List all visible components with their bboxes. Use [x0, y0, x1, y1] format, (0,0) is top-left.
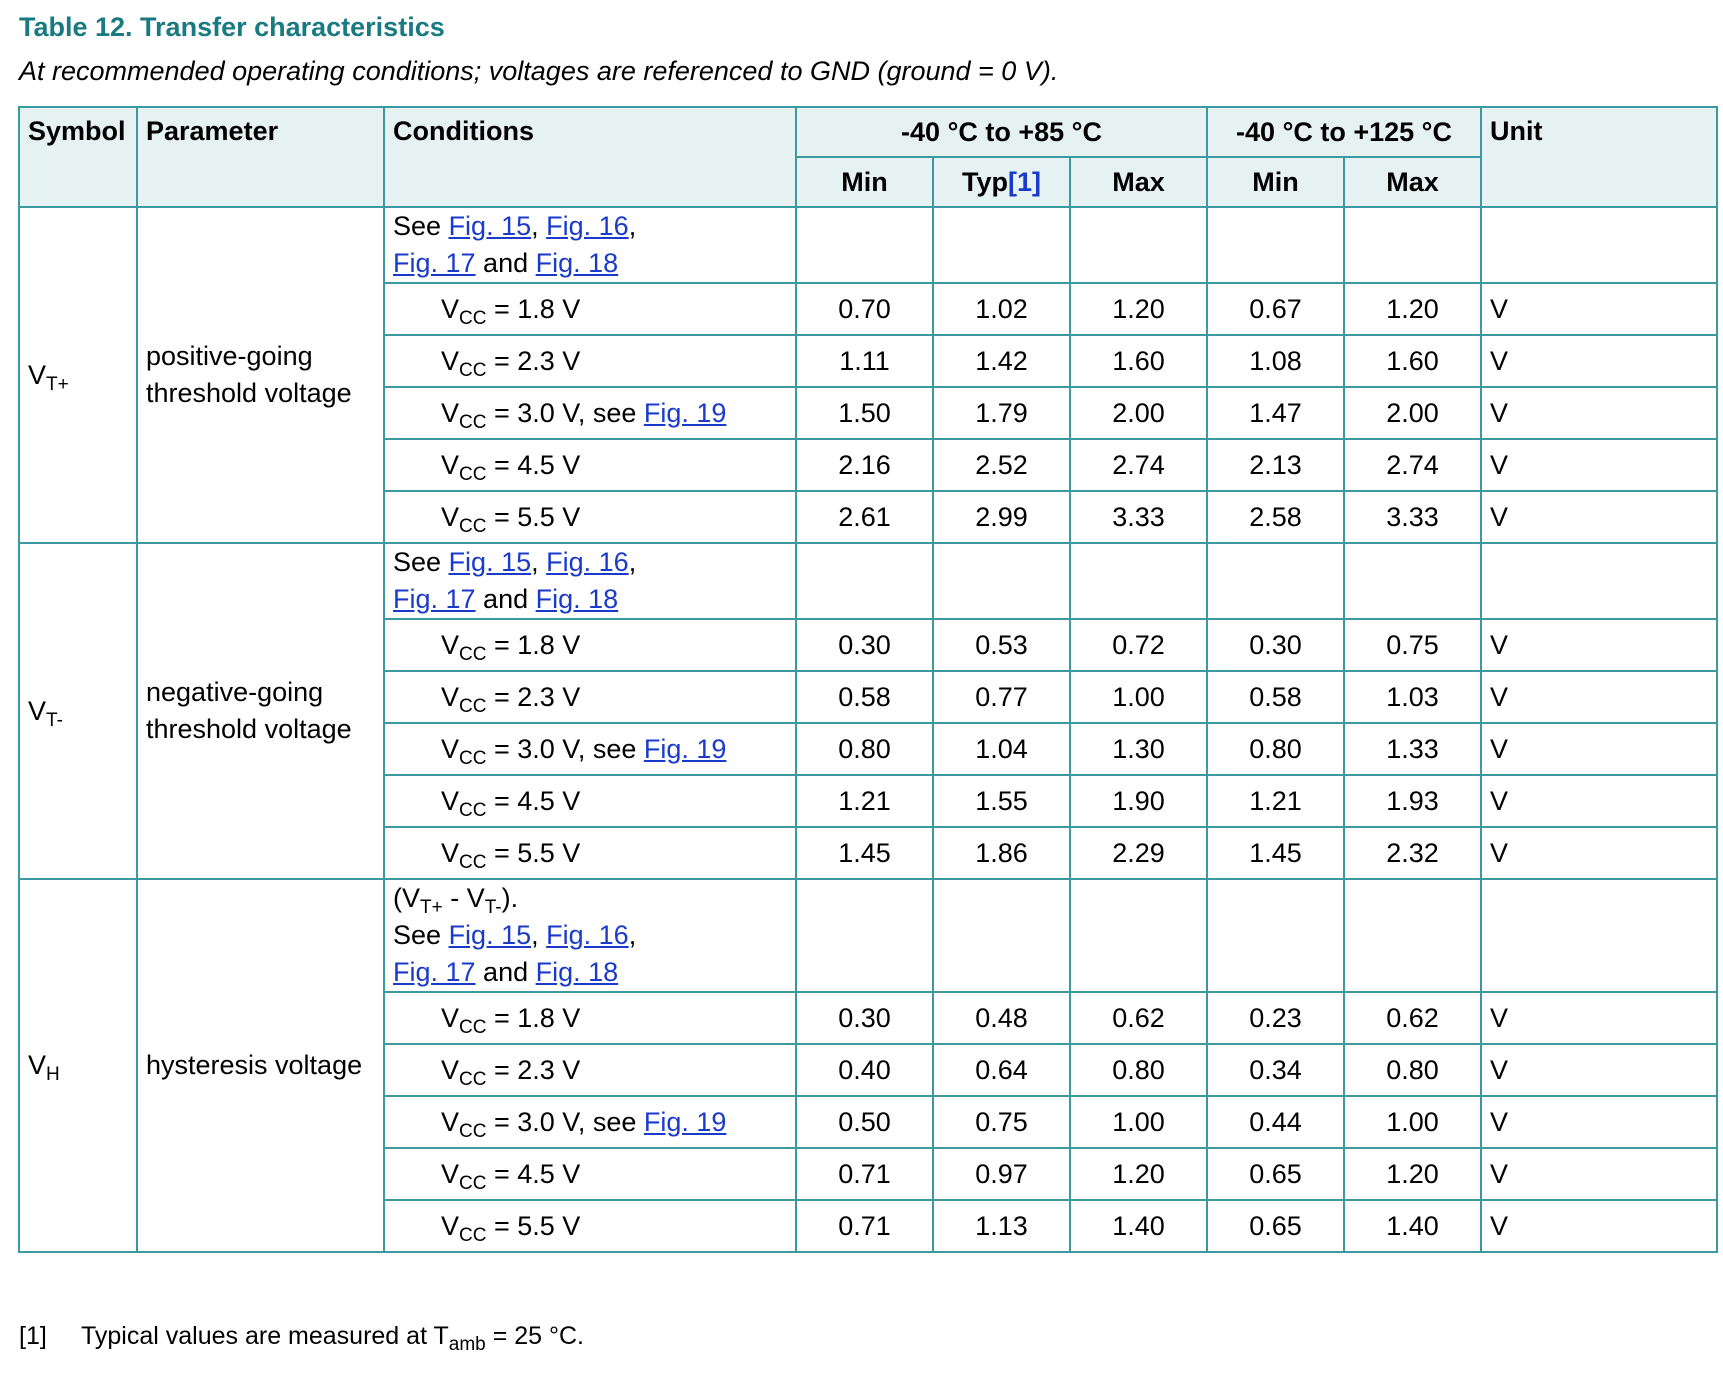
typ-cell: 1.79 — [933, 387, 1070, 439]
vcc-value: = 1.8 V — [493, 293, 581, 324]
header-max-125: Max — [1344, 157, 1481, 207]
vcc-subscript: CC — [459, 1120, 487, 1142]
min-125-cell: 0.23 — [1207, 992, 1344, 1044]
footnote-text-post: = 25 °C. — [485, 1322, 584, 1350]
header-typ-label: Typ — [962, 166, 1008, 197]
cond-prefix-open: (V — [393, 883, 420, 913]
min-85-cell: 1.11 — [796, 335, 933, 387]
max-125-cell: 1.33 — [1344, 723, 1481, 775]
vcc-subscript: CC — [459, 1016, 487, 1038]
see-label: , see — [577, 733, 644, 764]
vcc-symbol: V — [441, 1106, 460, 1137]
vcc-condition-cell — [384, 723, 796, 775]
max-85-cell: 0.80 — [1070, 1044, 1207, 1096]
vcc-subscript: CC — [459, 1172, 487, 1194]
empty-cell — [933, 543, 1070, 619]
typ-cell: 1.04 — [933, 723, 1070, 775]
symbol-cell — [19, 207, 137, 543]
header-parameter: Parameter — [137, 107, 384, 207]
max-85-cell: 1.40 — [1070, 1200, 1207, 1252]
vcc-condition-cell — [384, 1044, 796, 1096]
empty-cell — [1481, 879, 1717, 992]
conditions-cell — [384, 543, 796, 619]
vcc-symbol: V — [441, 681, 460, 712]
unit-cell: V — [1481, 671, 1717, 723]
empty-cell — [1344, 543, 1481, 619]
typ-cell: 1.02 — [933, 283, 1070, 335]
fig-18-link[interactable]: Fig. 18 — [535, 584, 619, 614]
min-85-cell: 0.30 — [796, 992, 933, 1044]
max-85-cell: 1.00 — [1070, 671, 1207, 723]
vcc-condition-cell — [384, 619, 796, 671]
symbol-main: V — [28, 359, 47, 390]
max-125-cell: 2.00 — [1344, 387, 1481, 439]
empty-cell — [796, 879, 933, 992]
fig-18-link[interactable]: Fig. 18 — [535, 248, 619, 278]
transfer-characteristics-table — [18, 106, 1718, 1253]
header-typ — [933, 157, 1070, 207]
header-range-85: -40 °C to +85 °C — [796, 107, 1207, 157]
fig-15-link[interactable]: Fig. 15 — [448, 920, 532, 950]
vcc-condition-cell — [384, 1148, 796, 1200]
min-85-cell: 0.40 — [796, 1044, 933, 1096]
fig-18-link[interactable]: Fig. 18 — [535, 957, 619, 987]
unit-cell: V — [1481, 1044, 1717, 1096]
vcc-symbol: V — [441, 629, 460, 660]
max-125-cell: 1.20 — [1344, 1148, 1481, 1200]
footnote-marker: [1] — [19, 1322, 47, 1350]
unit-cell: V — [1481, 775, 1717, 827]
max-125-cell: 1.20 — [1344, 283, 1481, 335]
vcc-value: = 4.5 V — [493, 785, 581, 816]
footnote-ref-link[interactable]: [1] — [1008, 166, 1041, 197]
min-85-cell: 2.16 — [796, 439, 933, 491]
comma: , — [628, 920, 637, 950]
vcc-value: = 2.3 V — [493, 1054, 581, 1085]
symbol-subscript: H — [46, 1064, 60, 1085]
unit-cell: V — [1481, 827, 1717, 879]
max-85-cell: 2.29 — [1070, 827, 1207, 879]
empty-cell — [1344, 879, 1481, 992]
min-85-cell: 1.45 — [796, 827, 933, 879]
max-85-cell: 1.30 — [1070, 723, 1207, 775]
vcc-subscript: CC — [459, 359, 487, 381]
empty-cell — [1207, 543, 1344, 619]
vcc-symbol: V — [441, 397, 460, 428]
min-125-cell: 0.80 — [1207, 723, 1344, 775]
parameter-cell: positive-going threshold voltage — [137, 207, 384, 543]
unit-cell: V — [1481, 283, 1717, 335]
typ-cell: 2.99 — [933, 491, 1070, 543]
min-85-cell: 0.71 — [796, 1148, 933, 1200]
max-85-cell: 2.74 — [1070, 439, 1207, 491]
empty-cell — [933, 207, 1070, 283]
vcc-subscript: CC — [459, 799, 487, 821]
cond-prefix-close: ). — [501, 883, 519, 913]
see-label: See — [393, 920, 442, 950]
group-header-row — [19, 879, 1717, 992]
vcc-symbol: V — [441, 1158, 460, 1189]
vcc-subscript: CC — [459, 643, 487, 665]
vcc-condition-cell — [384, 775, 796, 827]
group-header-row — [19, 207, 1717, 283]
min-125-cell: 0.34 — [1207, 1044, 1344, 1096]
max-125-cell: 1.00 — [1344, 1096, 1481, 1148]
vcc-condition-cell — [384, 283, 796, 335]
symbol-cell — [19, 879, 137, 1252]
table-subtitle: At recommended operating conditions; voltages are referenced to GND (ground = 0 V). — [19, 56, 1059, 86]
unit-cell: V — [1481, 1200, 1717, 1252]
min-85-cell: 0.80 — [796, 723, 933, 775]
vcc-subscript: CC — [459, 1068, 487, 1090]
max-125-cell: 0.80 — [1344, 1044, 1481, 1096]
vcc-value: = 2.3 V — [493, 345, 581, 376]
max-125-cell: 0.75 — [1344, 619, 1481, 671]
vcc-symbol: V — [441, 1002, 460, 1033]
min-125-cell: 2.58 — [1207, 491, 1344, 543]
conditions-cell — [384, 207, 796, 283]
min-125-cell: 0.58 — [1207, 671, 1344, 723]
vcc-value: = 4.5 V — [493, 1158, 581, 1189]
unit-cell: V — [1481, 491, 1717, 543]
empty-cell — [1481, 207, 1717, 283]
see-label: See — [393, 211, 442, 241]
vcc-value: = 3.0 V — [493, 397, 578, 428]
comma: , — [531, 211, 539, 241]
vcc-symbol: V — [441, 733, 460, 764]
fig-19-link[interactable]: Fig. 19 — [643, 733, 727, 764]
max-85-cell: 0.72 — [1070, 619, 1207, 671]
max-125-cell: 3.33 — [1344, 491, 1481, 543]
vcc-condition-cell — [384, 491, 796, 543]
vcc-symbol: V — [441, 1054, 460, 1085]
vcc-condition-cell — [384, 992, 796, 1044]
vcc-condition-cell — [384, 1096, 796, 1148]
comma: , — [628, 211, 637, 241]
vcc-subscript: CC — [459, 463, 487, 485]
footnote — [19, 1322, 584, 1355]
max-125-cell: 1.40 — [1344, 1200, 1481, 1252]
empty-cell — [1207, 207, 1344, 283]
min-125-cell: 1.47 — [1207, 387, 1344, 439]
vcc-value: = 4.5 V — [493, 449, 581, 480]
symbol-cell — [19, 543, 137, 879]
fig-17-link[interactable]: Fig. 17 — [393, 957, 476, 987]
max-125-cell: 1.03 — [1344, 671, 1481, 723]
footnote-text-sub: amb — [448, 1334, 486, 1355]
max-85-cell: 1.00 — [1070, 1096, 1207, 1148]
symbol-subscript: T- — [46, 709, 63, 731]
see-label: , see — [577, 1106, 644, 1137]
vcc-subscript: CC — [459, 1224, 487, 1246]
typ-cell: 0.77 — [933, 671, 1070, 723]
vcc-symbol: V — [441, 449, 460, 480]
group-header-row — [19, 543, 1717, 619]
vcc-subscript: CC — [459, 851, 487, 873]
unit-cell: V — [1481, 992, 1717, 1044]
min-125-cell: 0.67 — [1207, 283, 1344, 335]
typ-cell: 0.75 — [933, 1096, 1070, 1148]
typ-cell: 1.42 — [933, 335, 1070, 387]
fig-16-link[interactable]: Fig. 16 — [546, 211, 629, 241]
fig-15-link[interactable]: Fig. 15 — [448, 547, 532, 577]
max-125-cell: 2.32 — [1344, 827, 1481, 879]
typ-cell: 1.55 — [933, 775, 1070, 827]
max-85-cell: 1.20 — [1070, 283, 1207, 335]
min-85-cell: 0.50 — [796, 1096, 933, 1148]
table-title: Table 12. Transfer characteristics — [19, 12, 445, 42]
vcc-subscript: CC — [459, 411, 487, 433]
vcc-value: = 5.5 V — [493, 837, 581, 868]
vcc-value: = 1.8 V — [493, 629, 581, 660]
see-label: , see — [577, 397, 644, 428]
min-125-cell: 0.44 — [1207, 1096, 1344, 1148]
max-125-cell: 0.62 — [1344, 992, 1481, 1044]
min-125-cell: 2.13 — [1207, 439, 1344, 491]
min-125-cell: 0.30 — [1207, 619, 1344, 671]
empty-cell — [1070, 543, 1207, 619]
empty-cell — [1070, 879, 1207, 992]
see-label: See — [393, 547, 442, 577]
min-85-cell: 0.70 — [796, 283, 933, 335]
unit-cell: V — [1481, 1148, 1717, 1200]
fig-16-link[interactable]: Fig. 16 — [546, 920, 629, 950]
typ-cell: 0.64 — [933, 1044, 1070, 1096]
vcc-condition-cell — [384, 335, 796, 387]
max-85-cell: 2.00 — [1070, 387, 1207, 439]
vcc-symbol: V — [441, 293, 460, 324]
typ-cell: 1.86 — [933, 827, 1070, 879]
typ-cell: 1.13 — [933, 1200, 1070, 1252]
vcc-symbol: V — [441, 1210, 460, 1241]
vcc-symbol: V — [441, 837, 460, 868]
min-85-cell: 1.21 — [796, 775, 933, 827]
vcc-condition-cell — [384, 827, 796, 879]
max-85-cell: 1.20 — [1070, 1148, 1207, 1200]
vcc-condition-cell — [384, 671, 796, 723]
fig-15-link[interactable]: Fig. 15 — [448, 211, 532, 241]
vcc-symbol: V — [441, 785, 460, 816]
vcc-value: = 2.3 V — [493, 681, 581, 712]
header-conditions: Conditions — [384, 107, 796, 207]
unit-cell: V — [1481, 619, 1717, 671]
min-125-cell: 0.65 — [1207, 1148, 1344, 1200]
typ-cell: 0.97 — [933, 1148, 1070, 1200]
min-125-cell: 1.21 — [1207, 775, 1344, 827]
max-125-cell: 1.93 — [1344, 775, 1481, 827]
header-symbol: Symbol — [19, 107, 137, 207]
vcc-value: = 3.0 V — [493, 733, 578, 764]
empty-cell — [933, 879, 1070, 992]
vcc-subscript: CC — [459, 515, 487, 537]
min-85-cell: 2.61 — [796, 491, 933, 543]
min-125-cell: 1.45 — [1207, 827, 1344, 879]
and-label: and — [475, 248, 536, 278]
parameter-cell: negative-going threshold voltage — [137, 543, 384, 879]
max-85-cell: 3.33 — [1070, 491, 1207, 543]
conditions-cell — [384, 879, 796, 992]
vcc-condition-cell — [384, 439, 796, 491]
comma: , — [628, 547, 637, 577]
empty-cell — [1070, 207, 1207, 283]
max-85-cell: 0.62 — [1070, 992, 1207, 1044]
vcc-symbol: V — [441, 501, 460, 532]
min-85-cell: 1.50 — [796, 387, 933, 439]
vcc-symbol: V — [441, 345, 460, 376]
min-85-cell: 0.30 — [796, 619, 933, 671]
cond-prefix-sub1: T+ — [420, 897, 443, 918]
min-85-cell: 0.71 — [796, 1200, 933, 1252]
unit-cell: V — [1481, 387, 1717, 439]
min-85-cell: 0.58 — [796, 671, 933, 723]
parameter-cell: hysteresis voltage — [137, 879, 384, 1252]
cond-prefix-sub2: T- — [484, 897, 502, 918]
header-min-125: Min — [1207, 157, 1344, 207]
typ-cell: 0.48 — [933, 992, 1070, 1044]
fig-16-link[interactable]: Fig. 16 — [546, 547, 629, 577]
comma: , — [531, 920, 539, 950]
cond-prefix-mid: - V — [442, 883, 485, 913]
unit-cell: V — [1481, 723, 1717, 775]
empty-cell — [1481, 543, 1717, 619]
comma: , — [531, 547, 539, 577]
typ-cell: 0.53 — [933, 619, 1070, 671]
max-85-cell: 1.60 — [1070, 335, 1207, 387]
and-label: and — [475, 584, 536, 614]
unit-cell: V — [1481, 335, 1717, 387]
symbol-main: V — [28, 695, 47, 726]
fig-19-link[interactable]: Fig. 19 — [643, 397, 727, 428]
unit-cell: V — [1481, 1096, 1717, 1148]
fig-19-link[interactable]: Fig. 19 — [643, 1106, 727, 1137]
vcc-subscript: CC — [459, 747, 487, 769]
fig-17-link[interactable]: Fig. 17 — [393, 584, 476, 614]
max-125-cell: 2.74 — [1344, 439, 1481, 491]
empty-cell — [1344, 207, 1481, 283]
fig-17-link[interactable]: Fig. 17 — [393, 248, 476, 278]
unit-cell: V — [1481, 439, 1717, 491]
vcc-subscript: CC — [459, 307, 487, 329]
typ-cell: 2.52 — [933, 439, 1070, 491]
max-125-cell: 1.60 — [1344, 335, 1481, 387]
vcc-value: = 5.5 V — [493, 501, 581, 532]
vcc-condition-cell — [384, 387, 796, 439]
min-125-cell: 1.08 — [1207, 335, 1344, 387]
vcc-subscript: CC — [459, 695, 487, 717]
vcc-condition-cell — [384, 1200, 796, 1252]
header-unit: Unit — [1481, 107, 1717, 207]
min-125-cell: 0.65 — [1207, 1200, 1344, 1252]
footnote-text-pre: Typical values are measured at T — [81, 1322, 449, 1350]
and-label: and — [475, 957, 536, 987]
vcc-value: = 5.5 V — [493, 1210, 581, 1241]
symbol-main: V — [28, 1050, 47, 1080]
vcc-value: = 3.0 V — [493, 1106, 578, 1137]
empty-cell — [1207, 879, 1344, 992]
empty-cell — [796, 543, 933, 619]
header-max-85: Max — [1070, 157, 1207, 207]
max-85-cell: 1.90 — [1070, 775, 1207, 827]
header-min-85: Min — [796, 157, 933, 207]
empty-cell — [796, 207, 933, 283]
symbol-subscript: T+ — [46, 373, 69, 395]
header-range-125: -40 °C to +125 °C — [1207, 107, 1481, 157]
vcc-value: = 1.8 V — [493, 1002, 581, 1033]
table-body — [19, 207, 1717, 1252]
